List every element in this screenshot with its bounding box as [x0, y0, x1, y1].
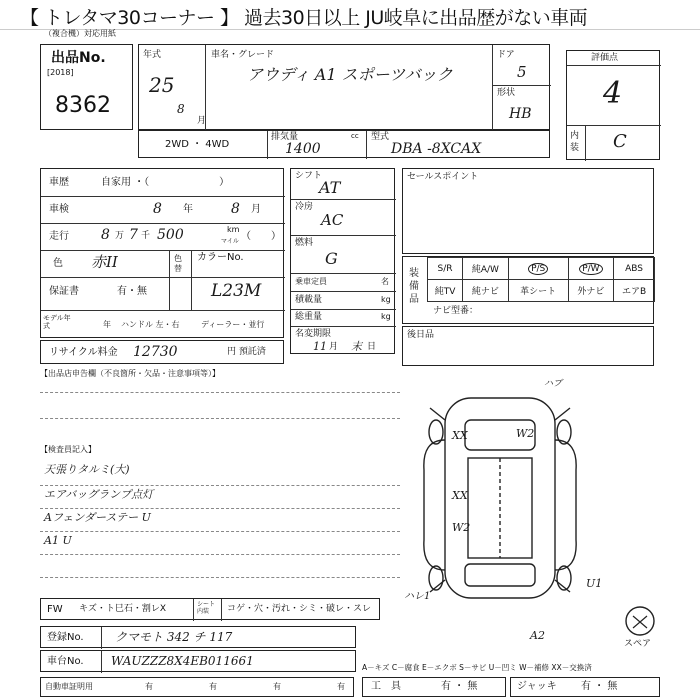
registration-value: クマモト 342 チ 117 — [115, 630, 233, 644]
mileage-sen-unit: 千 — [141, 231, 151, 241]
nenshiki-unit: 月 — [197, 116, 207, 126]
tools-label: 工 具 — [371, 681, 401, 692]
later-items-box — [402, 326, 654, 366]
score-box — [566, 50, 660, 160]
cert-col-4: 有 — [337, 682, 345, 691]
score-label: 評価点 — [591, 53, 619, 63]
recycle-value: 12730 — [133, 344, 178, 360]
cert-col-1: 有 — [145, 682, 153, 691]
reg-limit-month-unit: 月 — [329, 342, 339, 352]
displacement-label: 排気量 — [271, 132, 299, 142]
color-value: 赤II — [91, 253, 118, 271]
fw-label: FW — [47, 604, 63, 615]
model-code-value: DBA -8XCAX — [391, 141, 482, 157]
inspection-month: 8 — [231, 201, 240, 217]
jack-value: 有 ・ 無 — [581, 681, 618, 692]
chassis-row — [40, 650, 356, 672]
spec-row — [138, 130, 550, 158]
mileage-label: 走行 — [49, 231, 69, 242]
nenshiki-year: 25 — [149, 73, 175, 97]
history-value: 自家用 ・（ ） — [101, 177, 230, 188]
handle-label: ハンドル 左・右 — [121, 320, 180, 329]
seat-text: コゲ・穴・汚れ・シミ・破レ・スレ — [227, 604, 372, 614]
seat-label: シート内装 — [197, 601, 216, 616]
equip-ps: P/S — [528, 263, 548, 275]
diagram-left-note: ハレ1 — [404, 591, 431, 602]
cert-label: 自動車証明用 — [45, 682, 93, 691]
jack-label: ジャッキ — [517, 681, 557, 692]
mileage-unit-mile: マイル — [221, 238, 239, 245]
detail-box — [40, 168, 284, 338]
load-label: 積載量 — [295, 295, 323, 305]
capacity-label: 乗車定員 — [295, 277, 327, 286]
reg-limit-day: 末 — [351, 340, 362, 353]
jack-row — [510, 677, 660, 697]
chassis-value: WAUZZZ8X4EB011661 — [111, 654, 254, 668]
car-name-label: 車名・グレード — [211, 50, 275, 60]
mileage-rest: 500 — [157, 227, 184, 243]
spare-tire-icon — [620, 604, 660, 638]
chassis-label: 車台No. — [47, 656, 84, 667]
cert-col-3: 有 — [273, 682, 281, 691]
color-code: L23M — [211, 281, 262, 301]
fuel-label: 燃料 — [295, 238, 314, 248]
inspection-month-unit: 月 — [251, 204, 261, 215]
history-label: 車歴 — [49, 177, 69, 188]
registration-label: 登録No. — [47, 632, 84, 643]
recycle-label: リサイクル料金 — [49, 347, 118, 358]
model-year-unit: 年 — [103, 320, 111, 329]
score-value: 4 — [603, 76, 623, 111]
equip-navi: 純ナビ — [463, 280, 509, 302]
diagram-note-top: ハブ — [544, 379, 563, 389]
equip-aw: 純A/W — [463, 258, 509, 280]
seller-notes-label: 【出品店申告欄（不良箇所・欠品・注意事項等）】 — [40, 369, 220, 378]
mileage-unit-km: km — [227, 225, 240, 234]
equipment-box — [402, 256, 654, 324]
interior-value: C — [613, 131, 627, 152]
recycle-box — [40, 340, 284, 364]
lot-label: 出品No. — [51, 50, 106, 66]
sales-point-box — [402, 168, 654, 254]
shift-value: AT — [319, 178, 341, 197]
diagram-tag-6: A2 — [530, 629, 545, 642]
navi-model-label: ナビ型番： — [433, 306, 479, 316]
interior-label: 内装 — [570, 131, 580, 153]
equip-ext-navi: 外ナビ — [568, 280, 613, 302]
reg-limit-month: 11 — [313, 340, 327, 353]
cert-col-2: 有 — [209, 682, 217, 691]
displacement-unit: cc — [351, 132, 359, 140]
color-code-label: カラーNo. — [197, 252, 244, 263]
ac-value: AC — [321, 211, 344, 229]
capacity-unit: 名 — [381, 277, 389, 286]
warranty-label: 保証書 — [49, 286, 79, 297]
diagram-tag-1: XX — [452, 429, 468, 442]
inspector-note-1: 天張りタルミ(大) — [44, 463, 130, 476]
damage-legend: A－キズ C－腐食 E－エクボ S－サビ U－凹ミ W－補修 XX－交換済 — [362, 663, 592, 672]
warranty-value: 有・無 — [117, 286, 147, 297]
lot-number: 8362 — [55, 93, 111, 118]
tools-value: 有 ・ 無 — [441, 681, 478, 692]
mileage-paren: （ ） — [241, 231, 281, 242]
shift-label: シフト — [295, 171, 323, 181]
color-change-label: 色替 — [174, 254, 182, 274]
displacement-value: 1400 — [285, 141, 321, 157]
vehicle-info-box — [138, 44, 550, 130]
door-label: ドア — [497, 50, 515, 60]
top-note: （複合機）対応用紙 — [44, 29, 116, 38]
equip-sr: S/R — [428, 258, 463, 280]
reg-limit-day-unit: 日 — [367, 342, 377, 352]
ac-label: 冷房 — [295, 202, 314, 212]
nenshiki-label: 年式 — [143, 50, 162, 60]
inspection-label: 車検 — [49, 204, 69, 215]
color-label: 色 — [53, 258, 63, 269]
mileage-man: 8 — [101, 227, 110, 243]
weight-label: 総重量 — [295, 312, 323, 322]
inspection-year-unit: 年 — [183, 204, 193, 215]
diagram-tag-3: XX — [452, 489, 468, 502]
equip-airbag: エアB — [614, 280, 655, 302]
inspector-note-4: A1 U — [44, 534, 72, 547]
nenshiki-month: 8 — [177, 102, 185, 116]
inspector-note-2: エアバッグランプ点灯 — [44, 488, 154, 501]
model-code-label: 型式 — [371, 132, 390, 142]
lot-box — [40, 44, 133, 130]
banner — [0, 0, 700, 30]
registration-row — [40, 626, 356, 648]
later-items-label: 後日品 — [407, 330, 435, 340]
middle-box — [290, 168, 395, 354]
inspector-label: 【検査員記入】 — [40, 445, 96, 454]
weight-unit: kg — [381, 312, 391, 321]
equip-pw: P/W — [579, 263, 602, 275]
banner-text: 【 トレタマ30コーナー 】 過去30日以上 JU岐阜に出品歴がない車両 — [20, 7, 588, 29]
lot-year-tag: [2018] — [47, 68, 74, 77]
diagram-tag-4: W2 — [452, 521, 471, 534]
fuel-value: G — [325, 249, 338, 268]
inspection-year: 8 — [153, 201, 162, 217]
mileage-sen: 7 — [129, 227, 138, 243]
cert-row — [40, 677, 354, 697]
shape-value: HB — [509, 106, 532, 122]
load-unit: kg — [381, 295, 391, 304]
inspector-note-3: Aフェンダーステー U — [44, 511, 151, 524]
fw-row — [40, 598, 380, 620]
car-name-value: アウディ A1 スポーツバック — [247, 65, 453, 84]
mileage-man-unit: 万 — [115, 231, 125, 241]
sales-point-label: セールスポイント — [407, 172, 479, 182]
equip-abs: ABS — [614, 258, 655, 280]
diagram-tag-2: W2 — [516, 427, 535, 440]
equipment-label: 装備品 — [409, 268, 419, 305]
drive-label: 2WD ・ 4WD — [165, 139, 230, 150]
fw-text: キズ・ト巳石・割レX — [79, 604, 166, 614]
reg-limit-label: 名変期限 — [295, 329, 332, 339]
equip-tv: 純TV — [428, 280, 463, 302]
equip-leather: 革シート — [508, 280, 568, 302]
shape-label: 形状 — [497, 88, 516, 98]
dealer-label: ディーラー・並行 — [201, 320, 265, 329]
spare-label: スペア — [624, 639, 652, 649]
car-damage-diagram — [410, 380, 590, 620]
model-year-label: モデル年式 — [43, 314, 71, 331]
tools-row — [362, 677, 506, 697]
diagram-tag-5: U1 — [586, 577, 603, 590]
recycle-unit: 円 預託済 — [227, 347, 266, 357]
door-value: 5 — [517, 63, 527, 81]
